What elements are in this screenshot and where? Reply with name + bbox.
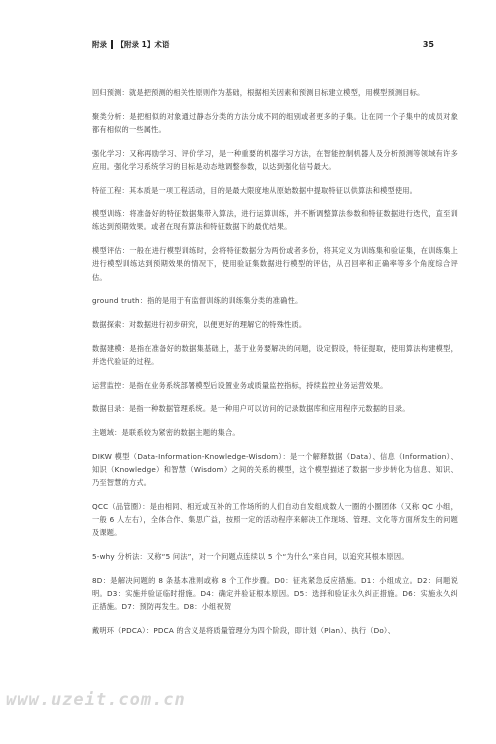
page-header — [92, 38, 434, 50]
header-chapter: 【附录 1】术语 — [116, 39, 170, 49]
glossary-entry-feature-engineering: 特征工程：其本质是一项工程活动，目的是最大限度地从原始数据中提取特征以供算法和模型使用。 — [92, 185, 418, 195]
glossary-entry-pdca: 戴明环（PDCA）：PDCA 的含义是将质量管理分为四个阶段，即计划（Plan）、执行（Do）、 — [92, 625, 396, 635]
watermark: www.uzeit.com.cn — [6, 690, 186, 710]
glossary-entry-ground-truth: ground truth：指的是用于有监督训练的训练集分类的准确性。 — [92, 296, 303, 306]
glossary-entry-regression: 回归预测：就是把预测的相关性原则作为基础，根据相关因素和预测目标建立模型，用模型预测目标。 — [92, 88, 425, 97]
glossary-entry-data-catalog: 数据目录：是指一种数据管理系统。是一种用户可以访问的记录数据库和应用程序元数据的目录。 — [92, 404, 410, 414]
page-number: 35 — [422, 39, 434, 49]
glossary-entry-qcc: QCC（品管圈）：是由相同、相近或互补的工作场所的人们自动自发组成数人一圈的小圈团体（又称 QC 小组，一般 6 人左右），全体合作、集思广益，按照一定的活动程序来解决工作现场、管理、文化等方面所发生的问题及课题。 — [92, 501, 458, 538]
glossary-entry-data-modeling: 数据建模：是指在准备好的数据集基础上，基于业务要解决的问题，设定假设，特征提取，使用算法构建模型，并迭代验证的过程。 — [92, 343, 458, 366]
glossary-entry-operations-monitoring: 运营监控：是指在业务系统部署模型后设置业务或质量监控指标，持续监控业务运营效果。 — [92, 380, 388, 390]
glossary-entry-clustering: 聚类分析：是把相似的对象通过静态分类的方法分成不同的组别或者更多的子集。让在同一个子集中的成员对象都有相似的一些属性。 — [92, 111, 458, 134]
header-section: 附录 — [92, 39, 107, 49]
glossary-entry-model-training: 模型训练：将准备好的特征数据集带入算法，进行运算训练，并不断调整算法参数和特征数据进行迭代，直至训练达到预期效果。或者在现有算法和特征数据下的最优结果。 — [92, 209, 458, 232]
glossary-entry-data-exploration: 数据探索：对数据进行初步研究，以便更好的理解它的特殊性质。 — [92, 319, 307, 329]
glossary-entry-5why: 5-why 分析法：又称“5 问法”，对一个问题点连续以 5 个“为什么”来自问，以追究其根本原因。 — [92, 551, 409, 561]
header-divider — [111, 40, 113, 49]
glossary-entry-8d: 8D：是解决问题的 8 条基本准则或称 8 个工作步骤。D0：征兆紧急反应措施。D1：小组成立。D2：问题说明。D3：实施并验证临时措施。D4：确定并验证根本原因。D5：选择和验证永久纠正措施。D6：实施永久纠正措施。D7：预防再发生。D8：小组祝贺 — [92, 575, 458, 611]
glossary-entry-reinforcement-learning: 强化学习：又称再励学习、评价学习，是一种重要的机器学习方法，在智能控制机器人及分析预测等领域有许多应用。强化学习系统学习的目标是动态地调整参数，以达到强化信号最大。 — [92, 148, 458, 171]
glossary-entry-model-evaluation: 模型评估：一般在进行模型训练时，会将特征数据分为两份或者多份，将其定义为训练集和验证集，在训练集上进行模型训练达到预期效果的情况下，使用验证集数据进行模型的评估，从召回率和正确率等多个角度综合评估。 — [92, 246, 458, 282]
glossary-entry-dikw: DIKW 模型（Data-Information-Knowledge-Wisdom）：是一个解释数据（Data）、信息（Information）、知识（Knowledge）和智慧（Wisdom）之间的关系的模型，这个模型描述了数据一步步转化为信息、知识、乃至智慧的方式。 — [92, 451, 458, 488]
glossary-entry-subject-area: 主题域：是联系较为紧密的数据主题的集合。 — [92, 427, 240, 437]
glossary-body — [92, 86, 458, 647]
